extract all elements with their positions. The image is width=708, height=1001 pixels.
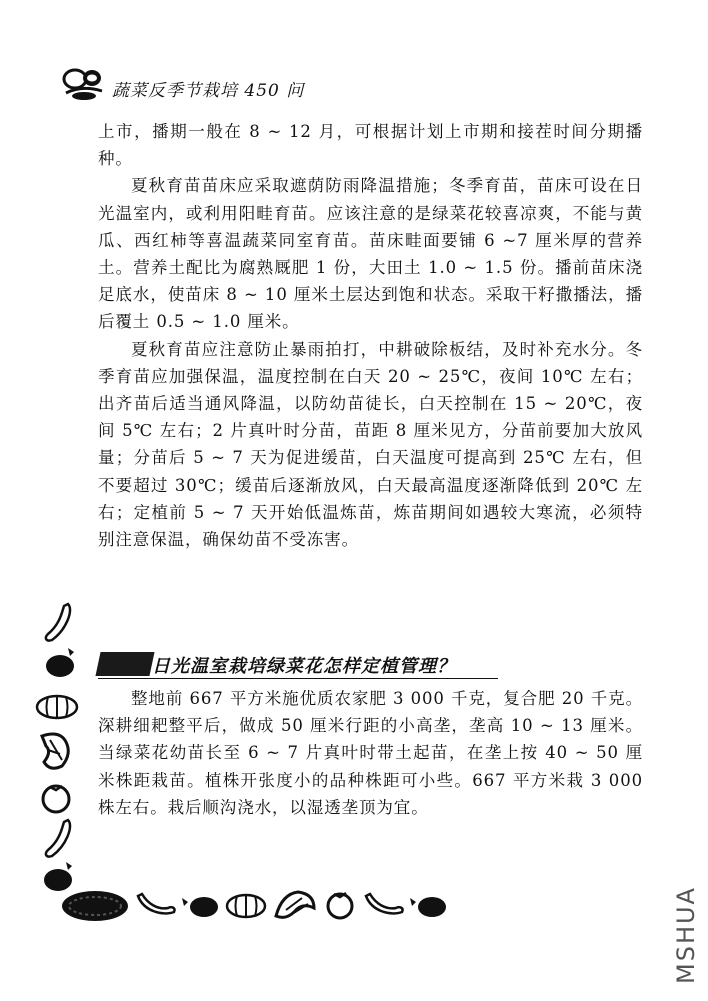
eggplant-icon — [406, 890, 450, 920]
question-number-badge — [95, 652, 154, 676]
paragraph: 整地前 667 平方米施优质农家肥 3 000 千克，复合肥 20 千克。深耕细耙整平后，做成 50 厘米行距的小高垄，垄高 10 ~ 13 厘米。当绿菜花幼苗长至 6 ~ 7 片真叶时带土起苗，在垄上按 40 ~ 50 厘米株距栽苗。植株开张度小的品种株距可小些。667 平方米栽 3 000 株左右。栽后顺沟浇水，以湿透垄顶为宜。 — [98, 689, 643, 817]
cabbage-icon — [272, 888, 318, 922]
paragraph: 夏秋育苗应注意防止暴雨拍打，中耕破除板结，及时补充水分。冬季育苗应加强保温，温度控制在白天 20 ~ 25℃，夜间 10℃ 左右；出齐苗后适当通风降温，以防幼苗徒长，白天控制在 15 ~ 20℃，夜间 5℃ 左右；2 片真叶时分苗，苗距 8 厘米见方，分苗前要加大放风量；分苗后 5 ~ 7 天为促进缓苗，白天温度可提高到 25℃ 左右，但不要超过 30℃；缓苗后逐渐放风，白天最高温度逐渐降低到 20℃ 左右；定植前 5 ~ 7 天开始低温炼苗，炼苗期间如遇较大寒流，必须特别注意保温，确保幼苗不受冻害。 — [98, 339, 643, 550]
cabbage-icon — [36, 730, 76, 772]
book-title: 蔬菜反季节栽培 450 问 — [112, 81, 305, 101]
heading-underline — [98, 678, 498, 679]
cucumber-icon — [134, 890, 178, 920]
question-title: 日光温室栽培绿菜花怎样定植管理？ — [152, 656, 456, 677]
tomato-icon — [322, 888, 358, 920]
side-decoration — [28, 600, 84, 900]
eggplant-icon — [40, 644, 80, 680]
pumpkin-icon — [224, 890, 268, 920]
paragraph: 上市，播期一般在 8 ~ 12 月，可根据计划上市期和接茬时间分期播种。 — [98, 122, 643, 169]
running-header — [62, 66, 382, 106]
tomato-icon — [36, 780, 76, 814]
pumpkin-icon — [34, 692, 80, 720]
blob-icon — [60, 888, 130, 924]
body-text — [98, 118, 643, 553]
answer-text — [98, 685, 643, 821]
question-heading — [98, 650, 643, 680]
watermark-text: MSHUA — [672, 886, 700, 984]
cucumber-icon — [42, 600, 78, 644]
watermark — [670, 880, 702, 990]
vegetables-logo-icon — [62, 66, 110, 102]
cucumber-icon — [42, 816, 78, 860]
cucumber-icon — [362, 890, 406, 920]
paragraph: 夏秋育苗苗床应采取遮荫防雨降温措施；冬季育苗，苗床可设在日光温室内，或利用阳畦育苗。应该注意的是绿菜花较喜凉爽，不能与黄瓜、西红柿等喜温蔬菜同室育苗。苗床畦面要铺 6 ~7 厘米厚的营养土。营养土配比为腐熟厩肥 1 份，大田土 1.0 ~ 1.5 份。播前苗床浇足底水，使苗床 8 ~ 10 厘米土层达到饱和状态。采取干籽撒播法，播后覆土 0.5 ~ 1.0 厘米。 — [98, 176, 643, 332]
bottom-decoration — [60, 880, 460, 930]
eggplant-icon — [178, 890, 222, 920]
